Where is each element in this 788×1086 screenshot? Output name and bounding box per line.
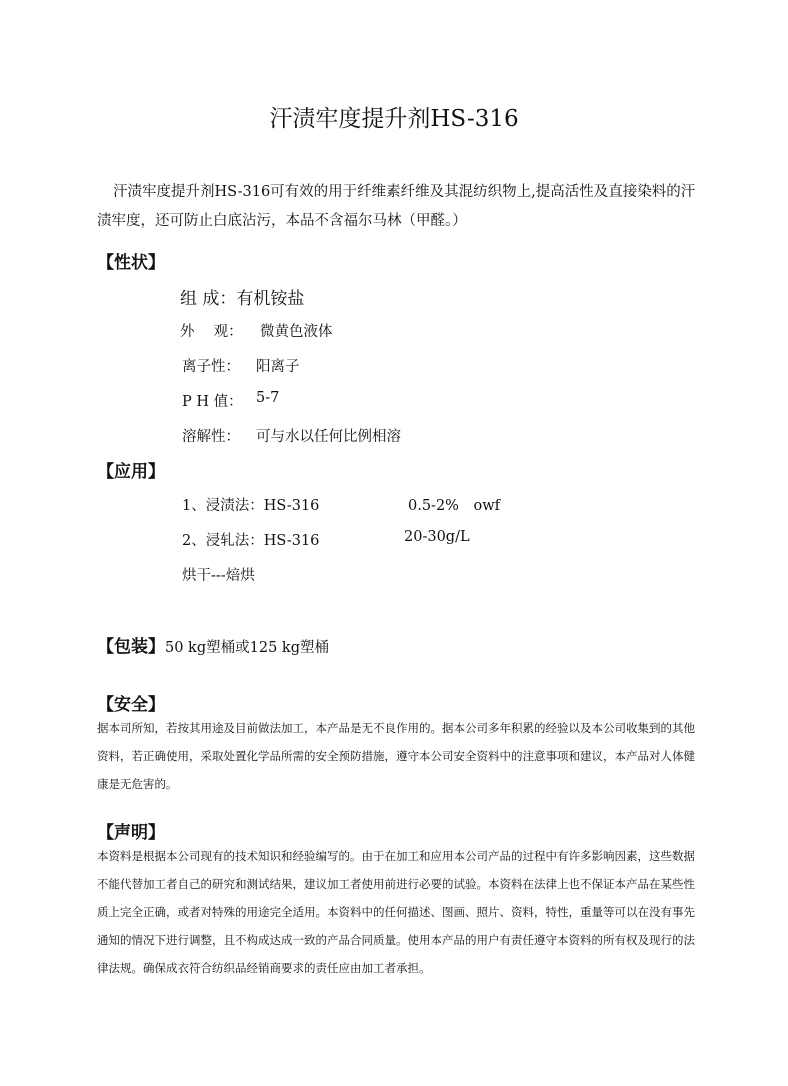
page-title: 汗渍牢度提升剂HS-316 [269,106,519,132]
composition-row: 组 成：有机铵盐 [180,289,305,309]
packaging-text: 50 kg塑桶或125 kg塑桶 [165,640,329,656]
drying-step: 烘干---焙烘 [182,568,255,584]
intro-paragraph [97,178,697,236]
method2-label: 2、浸轧法：HS-316 [182,533,320,549]
appearance-label: 外 观： [180,324,243,340]
solubility-label: 溶解性： [182,429,240,445]
application-heading: 【应用】 [97,462,165,482]
solubility-value: 可与水以任何比例相溶 [256,429,401,445]
ph-value: 5-7 [256,390,280,406]
ionic-label: 离子性： [182,359,240,375]
safety-text: 据本司所知，若按其用途及目前做法加工，本产品是无不良作用的。据本公司多年积累的经验以及本公司收集到的其他资料，若正确使用，采取处置化学品所需的安全预防措施，遵守本公司安全资料中的注意事项和建议，本产品对人体健康是无危害的。 [97,721,695,791]
statement-text: 本资料是根据本公司现有的技术知识和经验编写的。由于在加工和应用本公司产品的过程中有许多影响因素，这些数据不能代替加工者自己的研究和测试结果，建议加工者使用前进行必要的试验。本资料在法律上也不保证本产品在某些性质上完全正确，或者对特殊的用途完全适用。本资料中的任何描述、图画、照片、资料，特性，重量等可以在没有事先通知的情况下进行调整，且不构成达成一致的产品合同质量。使用本产品的用户有责任遵守本资料的所有权及现行的法律法规。确保成衣符合纺织品经销商要求的责任应由加工者承担。 [97,849,695,975]
safety-heading: 【安全】 [97,695,165,715]
packaging-heading: 【包装】 [97,637,165,657]
properties-heading: 【性状】 [97,253,165,273]
method1-value: 0.5-2% owf [408,498,500,514]
intro-text: 汗渍牢度提升剂HS-316可有效的用于纤维素纤维及其混纺织物上,提高活性及直接染料的汗渍牢度，还可防止白底沾污，本品不含福尔马林（甲醛。） [97,184,696,229]
ionic-value: 阳离子 [256,359,300,375]
method2-value: 20-30g/L [404,529,470,545]
appearance-value: 微黄色液体 [260,324,333,340]
method1-label: 1、浸渍法：HS-316 [182,498,320,514]
ph-label: P H 值： [182,394,243,410]
statement-heading: 【声明】 [97,823,165,843]
packaging-row [97,632,329,657]
